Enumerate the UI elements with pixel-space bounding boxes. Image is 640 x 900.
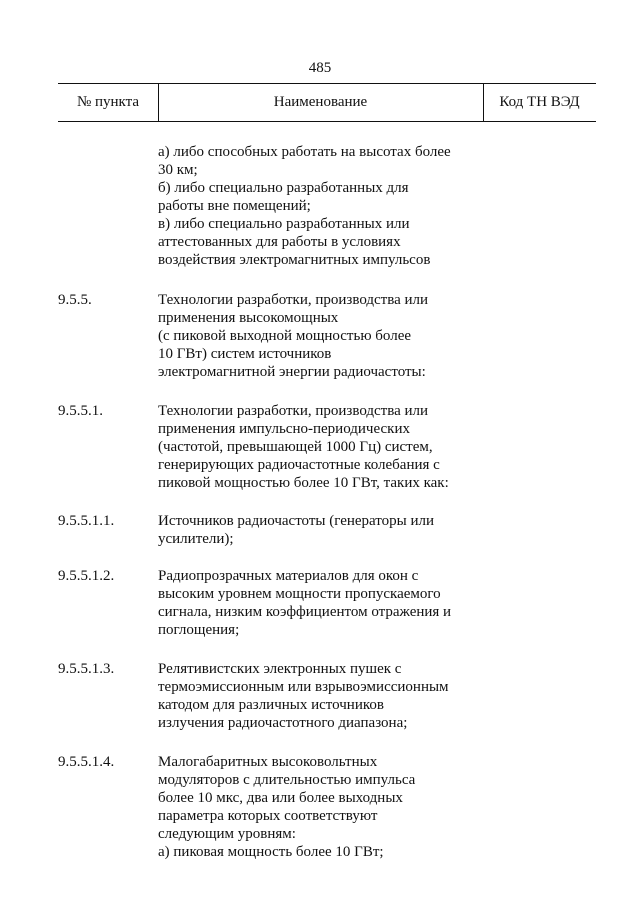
entry-line: более 10 мкс, два или более выходных bbox=[158, 790, 403, 806]
entry-line: электромагнитной энергии радиочастоты: bbox=[158, 364, 426, 380]
entry-line: высоким уровнем мощности пропускаемого bbox=[158, 586, 441, 602]
entry-line: поглощения; bbox=[158, 622, 240, 638]
column-header-name: Наименование bbox=[273, 94, 368, 110]
entry-line: воздействия электромагнитных импульсов bbox=[158, 252, 431, 268]
entry-text bbox=[158, 660, 488, 732]
entry-text bbox=[158, 567, 488, 639]
entry-line: в) либо специально разработанных или bbox=[158, 216, 410, 232]
entry-line: Технологии разработки, производства или bbox=[158, 403, 429, 419]
page-number: 485 bbox=[308, 60, 332, 76]
entry-line: Радиопрозрачных материалов для окон с bbox=[158, 568, 419, 584]
entry-number: 9.5.5.1.3. bbox=[58, 661, 115, 677]
entry-line: б) либо специально разработанных для bbox=[158, 180, 409, 196]
entry-text bbox=[158, 143, 488, 269]
entry-line: следующим уровням: bbox=[158, 826, 296, 842]
entry-line: генерирующих радиочастотные колебания с bbox=[158, 457, 440, 473]
entry-line: модуляторов с длительностью импульса bbox=[158, 772, 416, 788]
table-header-top-rule bbox=[58, 83, 596, 84]
entry-number: 9.5.5. bbox=[58, 292, 92, 308]
entry-line: применения импульсно-периодических bbox=[158, 421, 410, 437]
column-header-number: № пункта bbox=[76, 94, 140, 110]
entry-number: 9.5.5.1.2. bbox=[58, 568, 115, 584]
entry-line: (частотой, превышающей 1000 Гц) систем, bbox=[158, 439, 433, 455]
entry-line: излучения радиочастотного диапазона; bbox=[158, 715, 408, 731]
entry-line: работы вне помещений; bbox=[158, 198, 311, 214]
entry-line: параметра которых соответствуют bbox=[158, 808, 378, 824]
column-header-code: Код ТН ВЭД bbox=[499, 94, 580, 110]
table-header-bottom-rule bbox=[58, 121, 596, 122]
entry-text bbox=[158, 512, 488, 548]
entry-line: применения высокомощных bbox=[158, 310, 339, 326]
entry-line: а) пиковая мощность более 10 ГВт; bbox=[158, 844, 384, 860]
entry-line: сигнала, низким коэффициентом отражения и bbox=[158, 604, 452, 620]
entry-number: 9.5.5.1.1. bbox=[58, 513, 115, 529]
entry-text bbox=[158, 753, 488, 861]
entry-line: 30 км; bbox=[158, 162, 198, 178]
entry-text bbox=[158, 291, 488, 381]
entry-line: Малогабаритных высоковольтных bbox=[158, 754, 378, 770]
entry-line: Источников радиочастоты (генераторы или bbox=[158, 513, 435, 529]
entry-line: (с пиковой выходной мощностью более bbox=[158, 328, 412, 344]
entry-line: усилители); bbox=[158, 531, 234, 547]
entry-number: 9.5.5.1. bbox=[58, 403, 103, 419]
entry-line: Релятивистских электронных пушек с bbox=[158, 661, 402, 677]
entry-line: пиковой мощностью более 10 ГВт, таких как: bbox=[158, 475, 449, 491]
entry-line: аттестованных для работы в условиях bbox=[158, 234, 401, 250]
entry-line: термоэмиссионным или взрывоэмиссионным bbox=[158, 679, 449, 695]
entry-line: катодом для различных источников bbox=[158, 697, 384, 713]
entry-text bbox=[158, 402, 488, 492]
entry-line: Технологии разработки, производства или bbox=[158, 292, 429, 308]
entry-line: а) либо способных работать на высотах более bbox=[158, 144, 451, 160]
entry-number: 9.5.5.1.4. bbox=[58, 754, 115, 770]
entry-line: 10 ГВт) систем источников bbox=[158, 346, 332, 362]
